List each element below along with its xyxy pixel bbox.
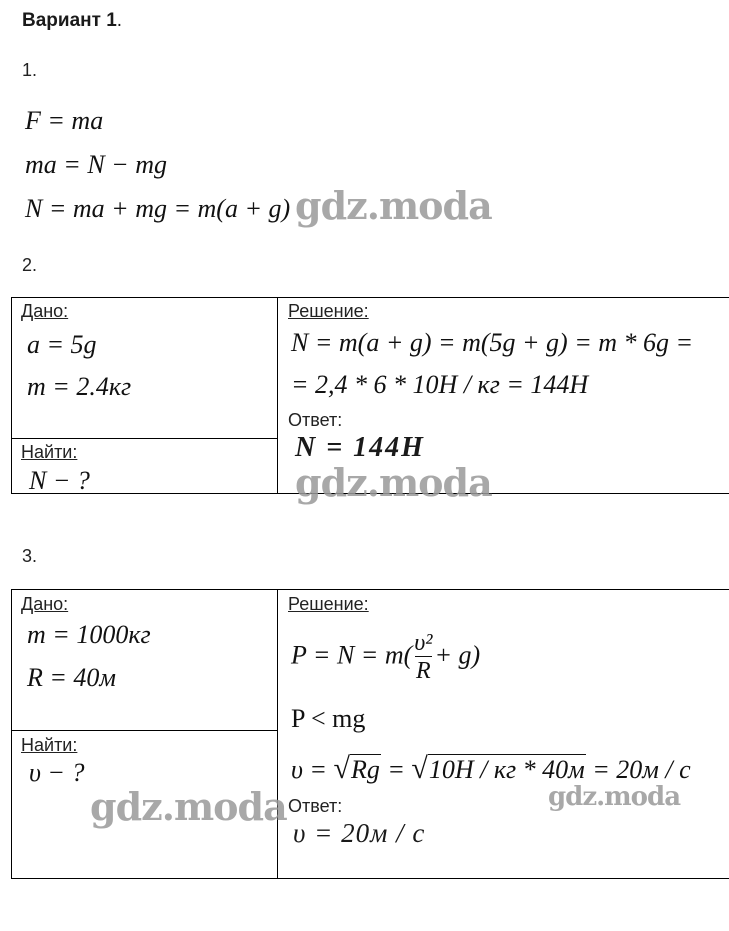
- task2-find-1: N − ?: [29, 466, 90, 495]
- title-text: Вариант 1: [22, 10, 117, 31]
- task3-solution-1-right: + g): [434, 640, 481, 670]
- task3-solution-3: [291, 752, 691, 786]
- task1-formula-1: F = ma: [25, 106, 104, 135]
- task2-given-label: Дано:: [21, 301, 69, 321]
- task3-divider-vertical: [277, 589, 278, 879]
- sqrt-symbol: √: [411, 752, 428, 785]
- watermark: gdz.moda: [295, 183, 492, 228]
- task3-divider-horizontal: [11, 730, 278, 731]
- task2-divider-horizontal: [11, 438, 278, 439]
- task2-solution-2: = 2,4 * 6 * 10H / кг = 144H: [291, 370, 589, 399]
- task1-number: 1.: [22, 60, 38, 80]
- velocity-fraction: [414, 630, 432, 685]
- sqrt-rg-body: Rg: [350, 755, 380, 784]
- sqrt-rg: [333, 752, 380, 786]
- task3-solution-label: Решение:: [288, 594, 369, 614]
- watermark: gdz.moda: [548, 782, 681, 812]
- watermark: gdz.moda: [90, 784, 287, 829]
- task2-find-label: Найти:: [21, 442, 78, 462]
- task3-solution-3-mid: =: [387, 755, 405, 784]
- task3-solution-1-left: P = N = m(: [291, 640, 413, 670]
- task3-solution-3-right: = 20м / с: [592, 755, 691, 784]
- watermark: gdz.moda: [295, 460, 492, 505]
- task3-solution-2: P < mg: [291, 704, 366, 733]
- task3-solution-3-left: υ =: [291, 755, 327, 784]
- task1-formula-2: ma = N − mg: [25, 150, 167, 179]
- task2-answer: N = 144H: [295, 432, 425, 463]
- task2-solution-1: N = m(a + g) = m(5g + g) = m * 6g =: [291, 328, 694, 357]
- task2-number: 2.: [22, 255, 38, 275]
- task2-answer-label: Ответ:: [288, 410, 343, 430]
- task3-given-label: Дано:: [21, 594, 69, 614]
- task2-divider-vertical: [277, 297, 278, 494]
- task3-solution-1: [291, 630, 480, 685]
- sqrt-values-body: 10H / кг * 40м: [428, 755, 585, 784]
- task2-solution-label: Решение:: [288, 301, 369, 321]
- fraction-numerator: υ²: [414, 630, 433, 656]
- task3-answer: υ = 20м / с: [293, 818, 426, 848]
- task3-number: 3.: [22, 546, 38, 566]
- title-dot: .: [116, 10, 123, 31]
- sqrt-values: [411, 752, 585, 786]
- task3-find-label: Найти:: [21, 735, 78, 755]
- task3-find-1: υ − ?: [29, 758, 85, 787]
- task2-given-1: a = 5g: [27, 330, 97, 359]
- fraction-denominator: R: [416, 658, 431, 684]
- task3-given-2: R = 40м: [27, 663, 117, 692]
- page-title: [22, 10, 122, 32]
- task2-given-2: m = 2.4кг: [27, 372, 132, 401]
- task1-formula-3: N = ma + mg = m(a + g): [25, 194, 291, 223]
- task3-answer-label: Ответ:: [288, 796, 343, 816]
- sqrt-symbol: √: [333, 752, 350, 785]
- task3-given-1: m = 1000кг: [27, 620, 151, 649]
